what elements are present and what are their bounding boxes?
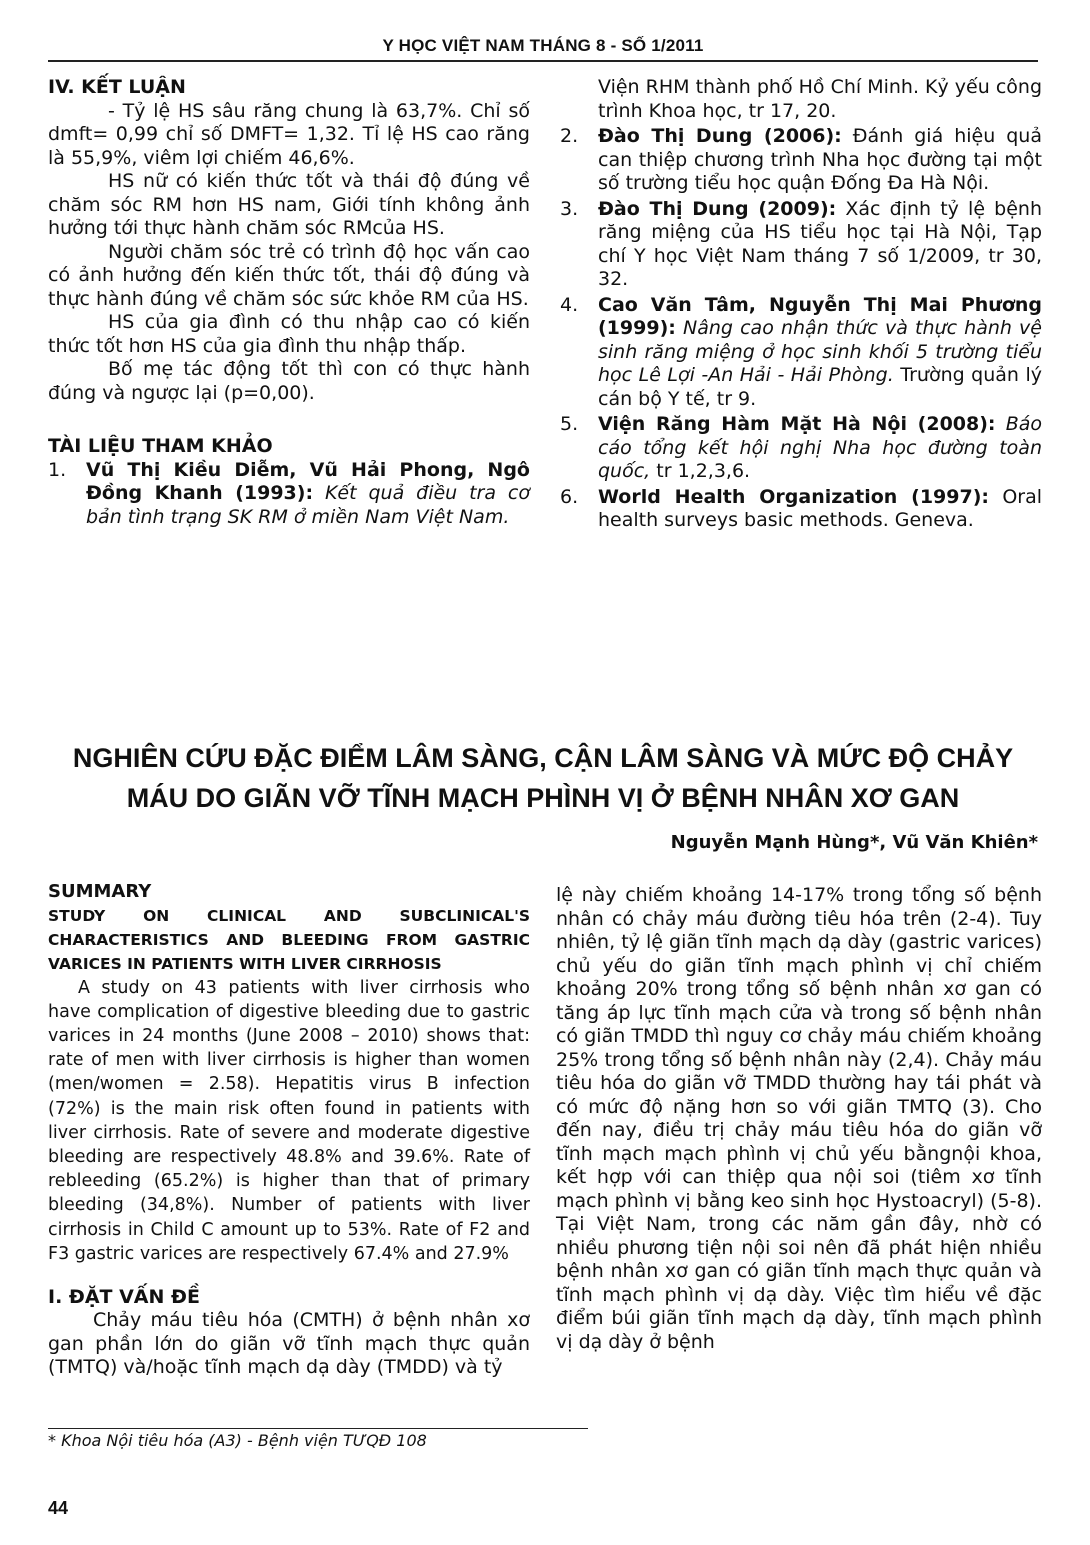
reference-rest: Trường quản lý cán bộ Y tế, tr 9.: [598, 364, 1042, 410]
summary-title: STUDY ON CLINICAL AND SUBCLINICAL'S CHARACTERISTICS AND BLEEDING FROM GASTRIC VARICES IN PATIENTS WITH LIVER CIRRHOSIS: [48, 906, 530, 973]
reference-continuation: Viện RHM thành phố Hồ Chí Minh. Kỷ yếu công trình Khoa học, tr 17, 20.: [598, 76, 1042, 122]
conclusion-heading: IV. KẾT LUẬN: [48, 76, 186, 98]
reference-rest: Xác định tỷ lệ bệnh răng miệng của HS tiểu học tại Hà Nội, Tạp chí Y học Việt Nam tháng 7 số 1/2009, tr 30, 32.: [598, 197, 1042, 290]
reference-item: [560, 125, 1042, 196]
reference-item: [560, 486, 1042, 533]
reference-item: [560, 413, 1042, 484]
prev-article-right-column: [560, 76, 1042, 533]
article-left-column: [48, 880, 530, 1380]
reference-number: 3.: [560, 197, 579, 220]
reference-rest: Đánh giá hiệu quả can thiệp chương trình Nha học đường tại một số trường tiểu học quận Đống Đa Hà Nội.: [598, 125, 1042, 194]
conclusion-paragraph: HS của gia đình có thu nhập cao có kiến thức tốt hơn HS của gia đình thu nhập thấp.: [48, 311, 530, 357]
running-header: Y HỌC VIỆT NAM THÁNG 8 - SỐ 1/2011: [382, 36, 704, 55]
conclusion-paragraph: Bố mẹ tác động tốt thì con có thực hành đúng và ngược lại (p=0,00).: [48, 358, 530, 404]
reference-number: 6.: [560, 485, 579, 508]
reference-item: [560, 294, 1042, 412]
conclusion-paragraph: HS nữ có kiến thức tốt và thái độ đúng về chăm sóc RM hơn HS nam, Giới tính không ảnh hưởng tới thực hành chăm sóc RMcủa HS.: [48, 170, 530, 239]
reference-title: Nâng cao nhận thức và thực hành vệ sinh răng miệng ở học sinh khối 5 trường tiểu học Lê Lợi -An Hải - Hải Phòng.: [598, 317, 1042, 386]
reference-rest: tr 1,2,3,6.: [656, 460, 751, 482]
reference-number: 5.: [560, 413, 579, 435]
reference-item: [560, 198, 1042, 292]
references-list-left: [48, 459, 530, 530]
header-rule: [48, 60, 1038, 62]
summary-heading: SUMMARY: [48, 881, 152, 902]
reference-number: 4.: [560, 293, 579, 316]
references-list-right: [560, 125, 1042, 533]
article-right-column: [556, 884, 1042, 1354]
reference-authors: Đào Thị Dung (2009):: [598, 197, 837, 220]
article-authors: Nguyễn Mạnh Hùng*, Vũ Văn Khiên*: [670, 832, 1038, 853]
section-heading: I. ĐẶT VẤN ĐỀ: [48, 1285, 200, 1308]
reference-number: 2.: [560, 125, 579, 147]
conclusion-paragraph: Người chăm sóc trẻ có trình độ học vấn cao có ảnh hưởng đến kiến thức tốt, thái độ đúng và thực hành đúng về chăm sóc sức khỏe RM của HS.: [48, 240, 530, 310]
reference-title: Kết quả điều tra cơ bản tình trạng SK RM ở miền Nam Việt Nam.: [86, 482, 530, 528]
references-heading: TÀI LIỆU THAM KHẢO: [48, 435, 273, 457]
footnote-rule: [48, 1428, 588, 1429]
reference-item: [48, 459, 530, 530]
reference-authors: Vũ Thị Kiều Diễm, Vũ Hải Phong, Ngô Đồng Khanh (1993):: [86, 458, 530, 504]
summary-text: A study on 43 patients with liver cirrhosis who have complication of digestive bleeding due to gastric varices in 24 months (June 2008 – 2010) shows that: rate of men with liver cirrhosis is higher than women (men/women = 2.58). Hepatitis virus B infection (72%) is the main risk often found in patients with liver cirrhosis. Rate of severe and moderate digestive bleeding are respectively 48.8% and 39.6%. Rate of rebleeding (65.2%) is higher than that of primary bleeding (34,8%). Number of patients with liver cirrhosis in Child C amount up to 53%. Rate of F2 and F3 gastric varices are respectively 67.4% and 27.9%: [48, 977, 530, 1264]
reference-number: 1.: [48, 458, 67, 481]
article-title: NGHIÊN CỨU ĐẶC ĐIỂM LÂM SÀNG, CẬN LÂM SÀNG VÀ MỨC ĐỘ CHẢY MÁU DO GIÃN VỠ TĨNH MẠCH PHÌNH VỊ Ở BỆNH NHÂN XƠ GAN: [72, 743, 1014, 813]
page-number: 44: [48, 1498, 69, 1518]
conclusion-paragraph: - Tỷ lệ HS sâu răng chung là 63,7%. Chỉ số dmft= 0,99 chỉ số DMFT= 1,32. Tỉ lệ HS cao răng là 55,9%, viêm lợi chiếm 46,6%.: [48, 99, 530, 169]
prev-article-left-column: [48, 76, 530, 529]
section-paragraph-right: lệ này chiếm khoảng 14-17% trong tổng số bệnh nhân có chảy máu đường tiêu hóa trên (2-4). Tuy nhiên, tỷ lệ giãn tĩnh mạch dạ dày (gastric varices) chủ yếu do giãn tĩnh mạch phình vị chỉ chiếm khoảng 20% trong tổng số bệnh nhân xơ gan có tăng áp lực tĩnh mạch cửa và trong số bệnh nhân có giãn TMDD thì nguy cơ chảy máu chiếm khoảng 25% trong tổng số bệnh nhân này (2,4). Chảy máu tiêu hóa do giãn vỡ TMDD thường hay tái phát và có mức độ nặng hơn so với giãn TMTQ (3). Cho đến nay, điều trị chảy máu tiêu hóa do giãn vỡ tĩnh mạch mạch phình vị chủ yếu bằngnội khoa, kết hợp với can thiệp qua nội soi (tiêm xơ tĩnh mạch phình vị bằng keo sinh học Hystoacryl) (5-8). Tại Việt Nam, trong các năm gần đây, nhờ có nhiều phương tiện nội soi nên đã phát hiện nhiều bệnh nhân xơ gan có giãn tĩnh mạch thực quản và tĩnh mạch phình vị dạ dày. Việc tìm hiểu về đặc điểm búi giãn tĩnh mạch dạ dày, tĩnh mạch phình vị dạ dày ở bệnh: [556, 884, 1043, 1353]
reference-authors: World Health Organization (1997):: [598, 485, 990, 508]
reference-rest: Oral health surveys basic methods. Geneva.: [598, 485, 1043, 531]
reference-authors: Cao Văn Tâm, Nguyễn Thị Mai Phương (1999):: [598, 293, 1042, 339]
reference-authors: Đào Thị Dung (2006):: [598, 125, 842, 147]
footnote: * Khoa Nội tiêu hóa (A3) - Bệnh viện TƯQĐ 108: [48, 1431, 427, 1450]
reference-authors: Viện Răng Hàm Mặt Hà Nội (2008):: [598, 413, 996, 435]
reference-title: Báo cáo tổng kết hội nghị Nha học đường toàn quốc,: [598, 413, 1042, 482]
section-paragraph-left: Chảy máu tiêu hóa (CMTH) ở bệnh nhân xơ gan phần lớn do giãn vỡ tĩnh mạch thực quản (TMTQ) và/hoặc tĩnh mạch dạ dày (TMDD) và tỷ: [48, 1309, 530, 1379]
